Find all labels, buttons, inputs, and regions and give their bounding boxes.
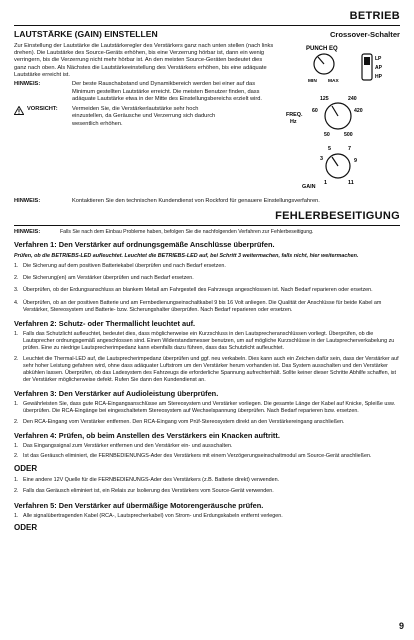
troubleshoot-hinweis bbox=[14, 229, 400, 236]
freq-tick: 60 bbox=[312, 108, 318, 114]
oder-heading: ODER bbox=[14, 522, 38, 532]
crossover-diagram bbox=[284, 42, 400, 196]
list-item: 1. Gewährleisten Sie, dass gute RCA-Eingangsanschlüsse am Stereosystem und Verstärker vorliegen. Die gesamte Länge der Kabel auf Knicke, Spleiße usw. überprüfen. Die RCA-Eingänge bei eingeschaltetem Stereosystem auf Wechselspannung überprüfen. Nach Bedarf reparieren bzw. ersetzen. bbox=[14, 401, 396, 415]
hinweis-label: HINWEIS: bbox=[14, 81, 41, 88]
punch-eq-label: PUNCH EQ bbox=[306, 46, 338, 52]
hinweis2-label: HINWEIS: bbox=[14, 198, 41, 204]
section-title-fehlerbeseitigung: FEHLERBESEITIGUNG bbox=[275, 210, 400, 222]
gain-tick: 9 bbox=[354, 158, 357, 164]
list-item: 1. Die Sicherung auf dem positiven Batteriekabel überprüfen und nach Bedarf ersetzen. bbox=[14, 263, 226, 270]
list-item: 4. Überprüfen, ob an der positiven Batterie und am Fernbedienungseinschaltkabel 9 bis 16 Volt anliegen. Die Qualität der Anschlüsse für beide Kabel am Verstärker, Stereosystem und Batterie- bzw. Sicherungshalter überprüfen. Nach Bedarf reparieren oder ersetzen. bbox=[14, 299, 382, 313]
volume-hinweis-2 bbox=[14, 198, 400, 205]
freq-tick: 125 bbox=[320, 96, 329, 102]
vorsicht-label: VORSICHT: bbox=[27, 106, 58, 113]
section-title-betrieb: BETRIEB bbox=[349, 10, 400, 22]
troubleshoot-rule bbox=[14, 225, 400, 226]
list-item: 2. Falls das Geräusch eliminiert ist, ein Relais zur Isolierung des Verstärkers vom Source-Gerät verwenden. bbox=[14, 488, 274, 495]
oder-heading: ODER bbox=[14, 464, 38, 474]
manual-page bbox=[14, 10, 400, 632]
ts-hinweis-label: HINWEIS: bbox=[14, 229, 41, 235]
warning-icon bbox=[14, 106, 24, 115]
gain-label: GAIN bbox=[302, 184, 316, 190]
ts-hinweis-text: Falls Sie nach dem Einbau Probleme haben, befolgen Sie die nachfolgenden Verfahren zur Fehlerbeseitigung. bbox=[60, 229, 314, 235]
procedure-2-title: Verfahren 2: Schutz- oder Thermallicht leuchtet auf. bbox=[14, 318, 196, 328]
volume-hinweis bbox=[14, 81, 276, 103]
procedure-1-title: Verfahren 1: Den Verstärker auf ordnungsgemäße Anschlüsse überprüfen. bbox=[14, 240, 275, 250]
procedure-3-title: Verfahren 3: Den Verstärker auf Audioleistung überprüfen. bbox=[14, 388, 219, 398]
gain-tick: 7 bbox=[348, 146, 351, 152]
hinweis2-text: Kontaktieren Sie den technischen Kundendienst von Rockford für genauere Einstellungsverfahren. bbox=[72, 198, 320, 204]
list-item: 1. Eine andere 12V Quelle für die FERNBEDIENUNGS-Ader des Verstärkers (z.B. Batterie direkt) verwenden. bbox=[14, 477, 280, 484]
volume-body: Zur Einstellung der Lautstärke die Lautstärkeregler des Verstärkers ganz nach unten stellen (nach links drehen). Die Lautstärke des Source-Geräts erhöhen, bis eine Verzerrung hörbar ist, dann ein wenig verringern, bis die Verzerrung nicht mehr hörbar ist. An den meisten Source-Geräten bedeutet dies ganz nach oben. Als Nächstes die Lautstärkeeinstellung des Verstärkers erhöhen, bis eine adäquate Lautstärke erreicht ist. bbox=[14, 42, 274, 78]
list-item: 1. Falls das Schutzlicht aufleuchtet, bedeutet dies, dass möglicherweise ein Kurzschluss in den Lautsprecheranschlüssen vorliegt. Überprüfen, ob die Lautsprecher ordnungsgemäß angeschlossen sind. Einen Widerstandsmesser benutzen, um auf mögliche Kurzschlüsse in der Lautsprecherverkabelung zu prüfen. Eine zu niedrige Lautsprecherimpedanz kann ebenfalls dazu führen, dass das Schutzlicht aufleuchtet. bbox=[14, 330, 395, 351]
gain-tick: 11 bbox=[348, 180, 354, 186]
troubleshoot-body bbox=[14, 229, 400, 533]
freq-tick: 420 bbox=[354, 108, 363, 114]
gain-tick: 5 bbox=[328, 146, 331, 152]
header-rule bbox=[14, 25, 400, 26]
switch-hp-label: HP bbox=[375, 74, 382, 80]
switch-lp-label: LP bbox=[375, 56, 382, 62]
list-item: 2. Die Sicherung(en) am Verstärker überprüfen und nach Bedarf ersetzen. bbox=[14, 275, 194, 282]
freq-tick: 50 bbox=[324, 132, 330, 138]
freq-label: FREQ. bbox=[286, 112, 303, 118]
list-item: 1. Alle signalübertragenden Kabel (RCA-, Lautsprecherkabel) von Strom- und Erdungskabeln entfernt verlegen. bbox=[14, 512, 283, 519]
procedure-5-title: Verfahren 5: Den Verstärker auf übermäßige Motorengeräusche prüfen. bbox=[14, 500, 264, 510]
switch-ap-label: AP bbox=[375, 65, 382, 71]
vorsicht-label-wrap bbox=[14, 106, 72, 128]
crossover-title: Crossover-Schalter bbox=[329, 30, 400, 39]
gain-tick: 1 bbox=[324, 180, 327, 186]
volume-section bbox=[14, 29, 276, 128]
vorsicht-text: Vermeiden Sie, die Verstärkerlautstärke sehr hoch einzustellen, da Geräusche und Verzerrung sich dadurch wesentlich erhöhen. bbox=[72, 106, 216, 127]
page-number: 9 bbox=[398, 620, 404, 631]
volume-vorsicht bbox=[14, 106, 276, 128]
freq-hz-label: Hz bbox=[290, 119, 297, 125]
list-item: 2. Den RCA-Eingang vom Verstärker entfernen. Den RCA-Eingang vom Prüf-Stereosystem direkt an den Verstärkereingang anschließen. bbox=[14, 419, 345, 426]
list-item: 2. Ist das Geräusch eliminiert, die FERNBEDIENUNGS-Ader des Verstärkers mit einem Verzögerungseinschaltmodul am Source-Gerät anschließen. bbox=[14, 453, 372, 460]
crossover-panel bbox=[284, 30, 400, 196]
list-item: 2. Leuchtet die Thermal-LED auf, die Lautsprecherimpedanz überprüfen und ggf. neu verkabeln. Dies kann auch ein Zeichen dafür sein, dass der Verstärker auf sehr hoher Leistung gefahren wird, ohne dass adäquater Luftstrom um den Verstärker herum vorhanden ist. Das System ausschalten und den Verstärker abkühlen lassen. Überprüfen, ob das Ladesystem des Fahrzeugs die erforderliche Spannung aufrechterhält. Sollte keiner dieser Schritte Abhilfe schaffen, ist der Verstärker möglicherweise defekt. Rufen Sie dann den Kundendienst an. bbox=[14, 355, 399, 383]
freq-tick: 240 bbox=[348, 96, 357, 102]
hinweis-text: Der beste Rauschabstand und Dynamikbereich werden bei einer auf das Minimum gestellten Lautstärke erreicht. Die meisten Benutzer finden, dass adäquate Lautstärke etwa in der Mitte des Einstellungsbereichs erzielt wird. bbox=[72, 81, 263, 102]
list-item: 3. Überprüfen, ob der Erdungsanschluss an blankem Metall am Fahrgestell des Fahrzeugs angeschlossen ist. Nach Bedarf reparieren oder ersetzen. bbox=[14, 287, 373, 294]
volume-heading: LAUTSTÄRKE (GAIN) EINSTELLEN bbox=[14, 29, 158, 39]
procedure-1-note: Prüfen, ob die BETRIEBS-LED aufleuchtet. Leuchtet die BETRIEBS-LED auf, bei Schritt 3 weitermachen, falls nicht, hier weitermachen. bbox=[14, 252, 359, 259]
procedure-4-title: Verfahren 4: Prüfen, ob beim Anstellen des Verstärkers ein Knacken auftritt. bbox=[14, 431, 280, 441]
punch-min-label: MIN bbox=[308, 79, 317, 84]
freq-tick: 500 bbox=[344, 132, 353, 138]
gain-tick: 3 bbox=[320, 156, 323, 162]
list-item: 1. Das Eingangssignal zum Verstärker entfernen und den Verstärker ein- und ausschalten. bbox=[14, 443, 233, 450]
punch-max-label: MAX bbox=[328, 79, 339, 84]
